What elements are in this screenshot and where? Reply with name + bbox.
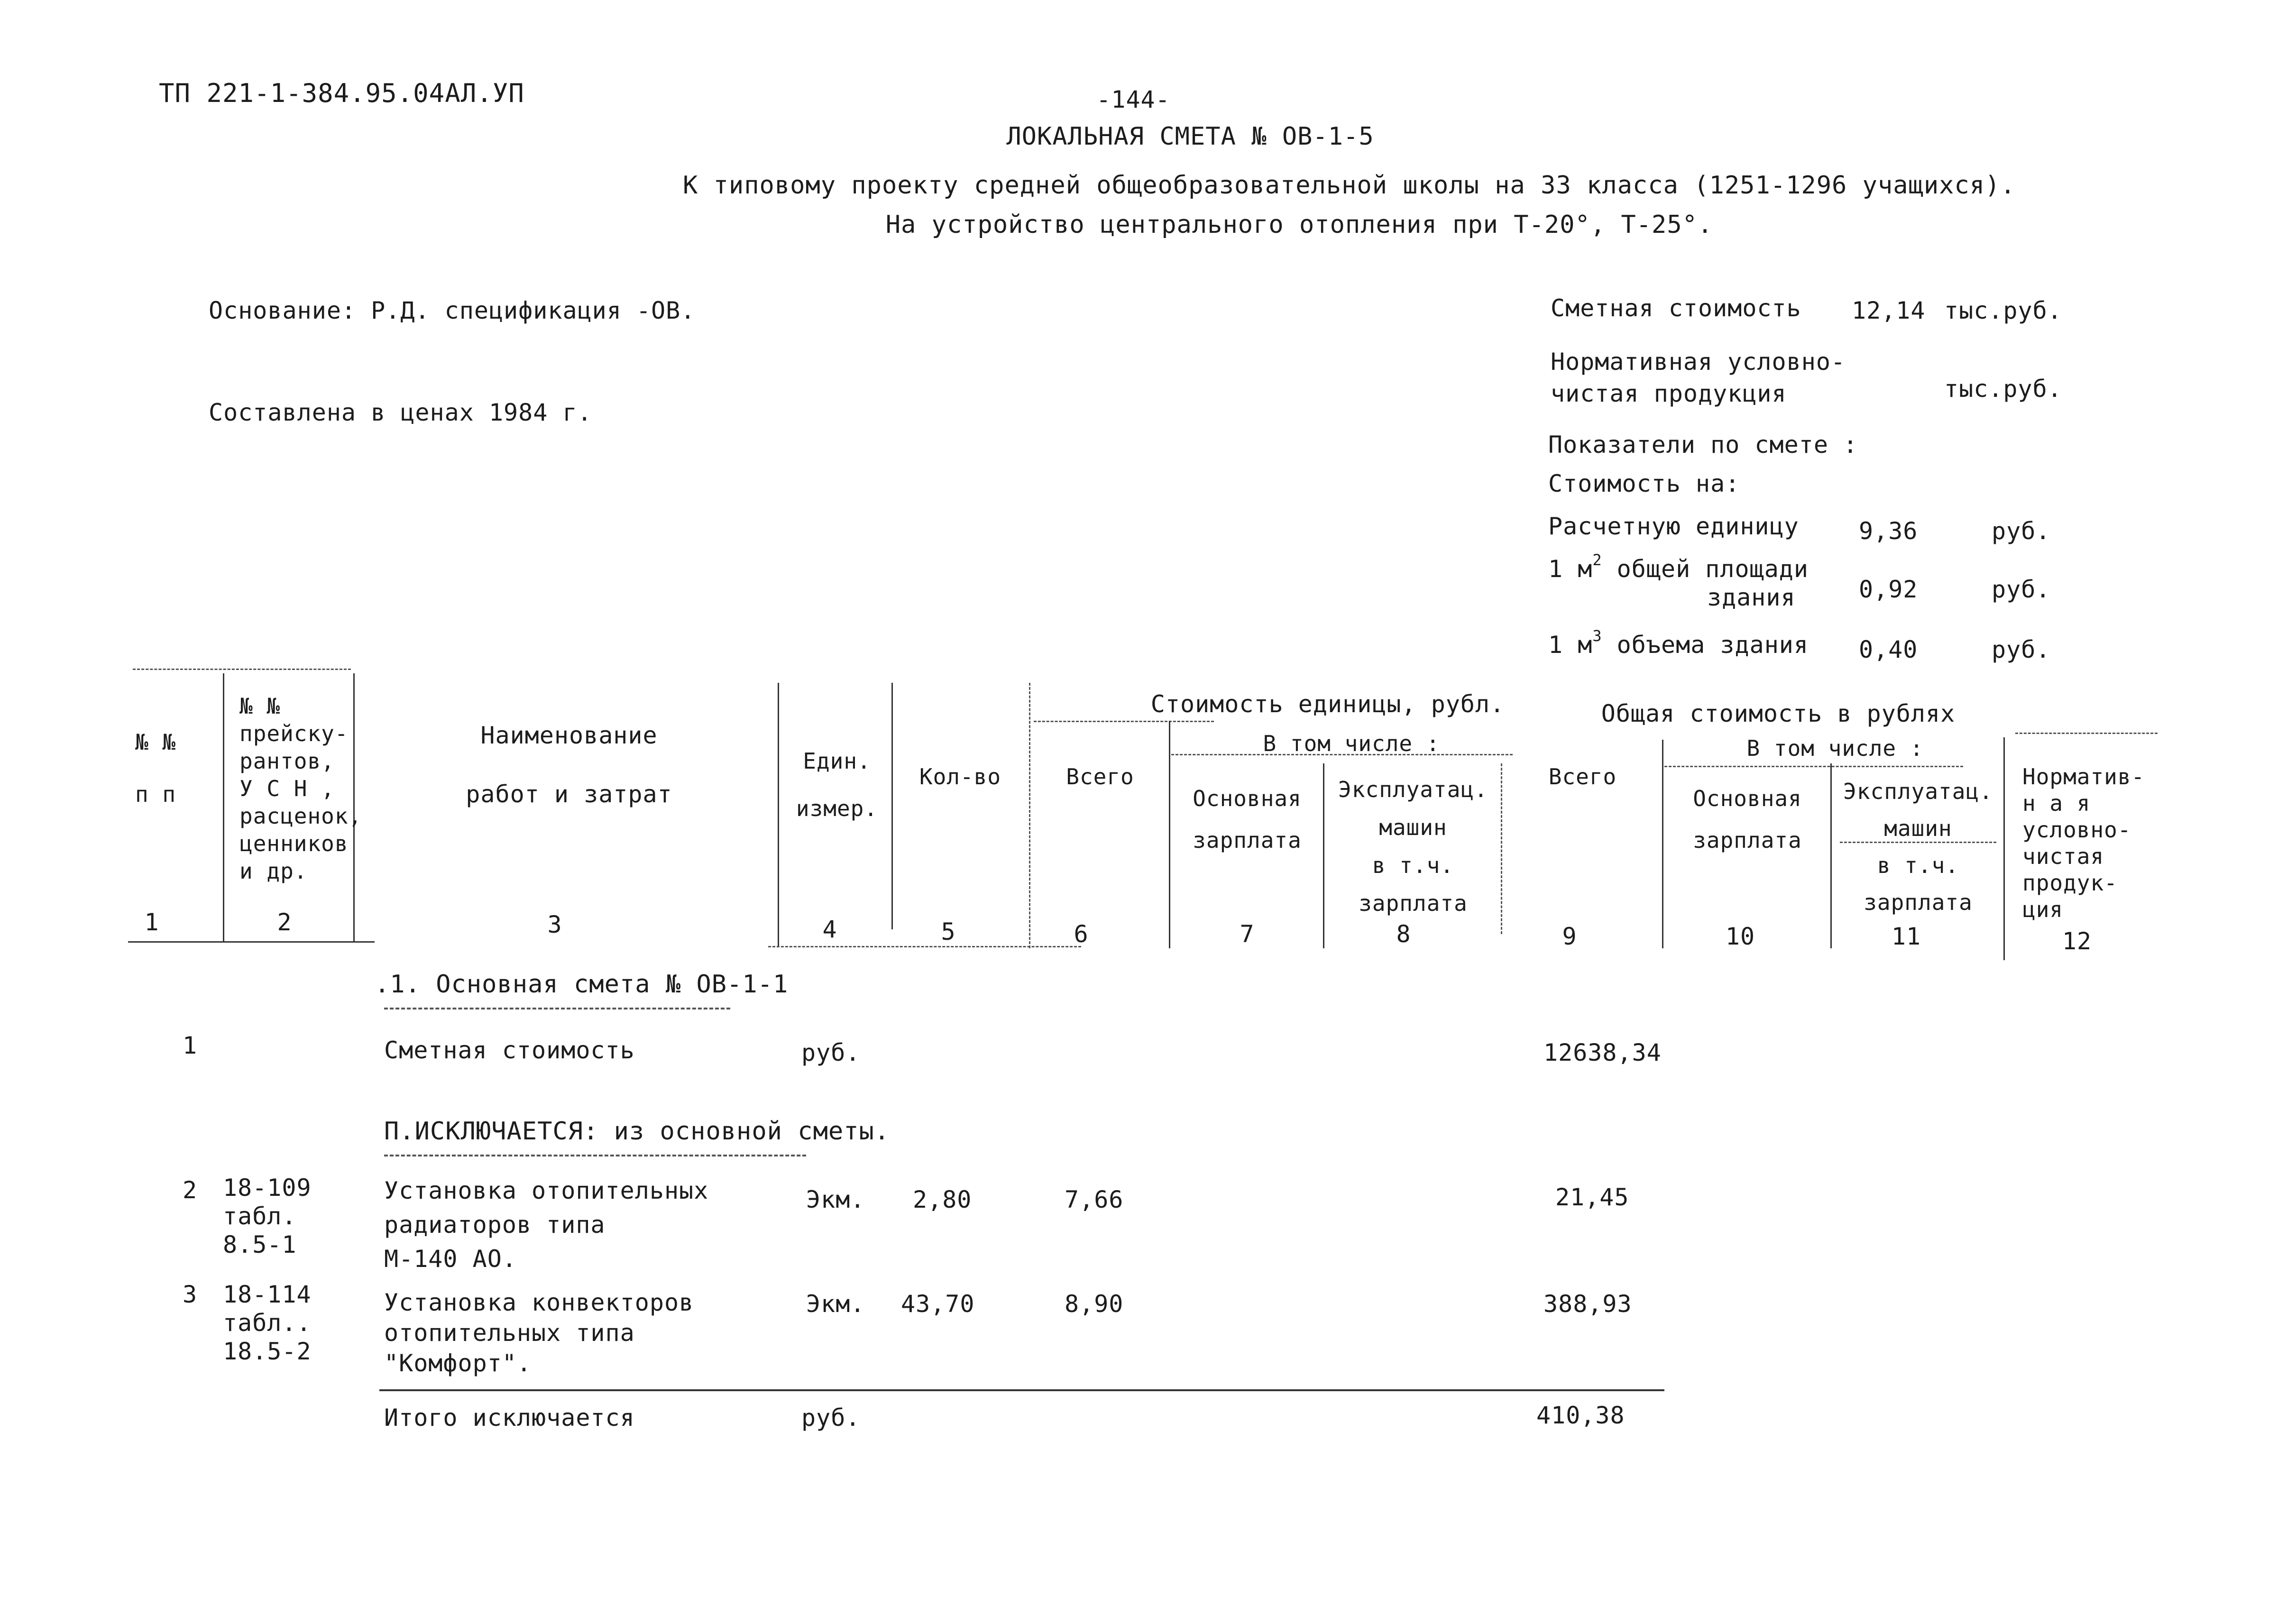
volume-label-part2: объема здания (1602, 631, 1809, 659)
col-divider-11 (2003, 737, 2005, 960)
col-divider-3 (778, 683, 779, 946)
document-code: ТП 221-1-384.95.04АЛ.УП (159, 78, 524, 108)
total-row-total: 410,38 (1536, 1402, 1625, 1429)
col-number-4: 4 (822, 916, 837, 943)
header-col12: Норматив- н а я условно- чистая продук- ция (2022, 764, 2145, 922)
header-bottom-dash (768, 946, 1081, 947)
volume-cost-label (1548, 627, 1809, 659)
row3-reference: 18-114 табл.. 18.5-2 (223, 1281, 312, 1365)
header-col9: Всего (1548, 764, 1617, 789)
col-number-10: 10 (1725, 923, 1755, 950)
header-bottom-line (128, 941, 375, 943)
normative-label-2: чистая продукция (1551, 380, 1787, 407)
area-label-part2: общей площади (1602, 555, 1809, 583)
header-col11: Эксплуатац. машин в т.ч. зарплата (1843, 779, 1993, 915)
col-number-6: 6 (1074, 920, 1089, 948)
total-separator-line (379, 1389, 1664, 1391)
estimated-cost-unit: тыс.руб. (1944, 297, 2062, 324)
row3-total: 388,93 (1543, 1290, 1632, 1318)
unit-cost-label: Расчетную единицу (1548, 513, 1799, 540)
col-number-2: 2 (277, 908, 292, 936)
header-col2: № № прейску- рантов, У С Н , расценок, ценников и др. (239, 693, 362, 884)
row2-unit-total: 7,66 (1065, 1186, 1124, 1213)
header-col6: Всего (1066, 764, 1134, 789)
area-cost-label-line2: здания (1707, 584, 1796, 611)
normative-label-1: Нормативная условно- (1551, 348, 1846, 376)
row3-unit: Экм. (806, 1290, 865, 1318)
heating-subtitle-text: На устройство центрального отопления при Т-20°, Т-25°. (885, 211, 1713, 239)
header-incl-dash-2 (1664, 766, 1963, 767)
header-col8: Эксплуатац. машин в т.ч. зарплата (1338, 777, 1488, 916)
header-col1: № № п п (135, 729, 176, 807)
header-col7: Основная зарплата (1193, 786, 1302, 853)
header-col3: Наименование работ и затрат (466, 722, 672, 808)
volume-label-sup: 3 (1592, 627, 1602, 645)
total-row-unit: руб. (801, 1404, 861, 1431)
col-number-8: 8 (1396, 920, 1411, 948)
row2-total: 21,45 (1555, 1184, 1629, 1211)
col-divider-10 (1830, 763, 1832, 948)
indicators-label: Показатели по смете : (1548, 431, 1858, 459)
row3-name: Установка конвекторов отопительных типа "Комфорт". (384, 1289, 694, 1377)
header-top-dash-mid (1034, 721, 1214, 722)
row1-total: 12638,34 (1543, 1039, 1662, 1066)
col-divider-6 (1169, 721, 1170, 948)
unit-cost-unit: руб. (1992, 517, 2051, 545)
cost-on-label: Стоимость на: (1548, 470, 1740, 497)
row3-unit-total: 8,90 (1065, 1290, 1124, 1318)
area-cost-label (1548, 551, 1809, 583)
prices-text: Составлена в ценах 1984 г. (209, 399, 592, 426)
row1-unit: руб. (801, 1039, 861, 1066)
header-unit-cost-group: Стоимость единицы, рубл. (1150, 690, 1505, 718)
volume-label-part1: 1 м (1548, 631, 1593, 659)
row2-reference: 18-109 табл. 8.5-1 (223, 1174, 312, 1258)
header-top-dash-left (133, 669, 351, 670)
header-unit-incl: В том числе : (1263, 731, 1440, 756)
header-col4: Един. измер. (796, 748, 878, 821)
col-number-1: 1 (144, 908, 159, 936)
estimated-cost-value: 12,14 (1852, 297, 1926, 324)
col-number-12: 12 (2062, 927, 2092, 955)
estimate-title: ЛОКАЛЬНАЯ СМЕТА № ОВ-1-5 (1006, 122, 1374, 151)
estimate-subtitle: К типовому проекту средней общеобразовательной школы на 33 класса (1251-1296 учащихся). (683, 171, 2016, 200)
header-top-dash-right (2015, 733, 2158, 734)
volume-cost-value: 0,40 (1859, 636, 1918, 663)
col-divider-7 (1323, 763, 1324, 948)
section2-title: П.ИСКЛЮЧАЕТСЯ: из основной сметы. (384, 1117, 890, 1146)
area-label-sup: 2 (1592, 551, 1602, 569)
area-cost-unit: руб. (1992, 576, 2051, 603)
header-col10: Основная зарплата (1693, 786, 1802, 853)
unit-cost-value: 9,36 (1859, 517, 1918, 545)
section1-title: .1. Основная смета № ОВ-1-1 (375, 970, 789, 999)
area-label-part1: 1 м (1548, 555, 1593, 583)
row2-unit: Экм. (806, 1186, 865, 1213)
col-divider-4 (891, 683, 893, 929)
col-number-7: 7 (1240, 920, 1255, 948)
heating-subtitle (778, 212, 1821, 237)
col-number-3: 3 (547, 911, 562, 938)
col-divider-1 (223, 673, 224, 941)
header-total-cost-group: Общая стоимость в рублях (1601, 700, 1956, 727)
col-number-9: 9 (1562, 923, 1577, 950)
row3-quantity: 43,70 (901, 1290, 975, 1318)
col-number-5: 5 (941, 918, 956, 945)
row1-name: Сметная стоимость (384, 1037, 635, 1064)
row2-number: 2 (183, 1176, 198, 1204)
section2-underline (384, 1155, 806, 1156)
col-divider-5 (1029, 683, 1030, 948)
row2-quantity: 2,80 (913, 1186, 972, 1213)
row1-number: 1 (183, 1032, 198, 1059)
row3-number: 3 (183, 1281, 198, 1308)
area-cost-value: 0,92 (1859, 576, 1918, 603)
col-divider-8 (1501, 763, 1502, 934)
section1-underline (384, 1008, 730, 1009)
row2-name: Установка отопительных радиаторов типа М-140 АО. (384, 1177, 709, 1273)
header-col5: Кол-во (919, 764, 1001, 789)
page-number: -144- (1096, 86, 1170, 113)
col-number-11: 11 (1891, 923, 1921, 950)
basis-text: Основание: Р.Д. спецификация -ОВ. (209, 297, 696, 324)
total-row-name: Итого исключается (384, 1404, 635, 1431)
volume-cost-unit: руб. (1992, 636, 2051, 663)
col-divider-9 (1662, 740, 1663, 948)
header-total-incl: В том числе : (1746, 735, 1924, 761)
normative-unit: тыс.руб. (1944, 375, 2062, 403)
estimated-cost-label: Сметная стоимость (1551, 294, 1801, 322)
